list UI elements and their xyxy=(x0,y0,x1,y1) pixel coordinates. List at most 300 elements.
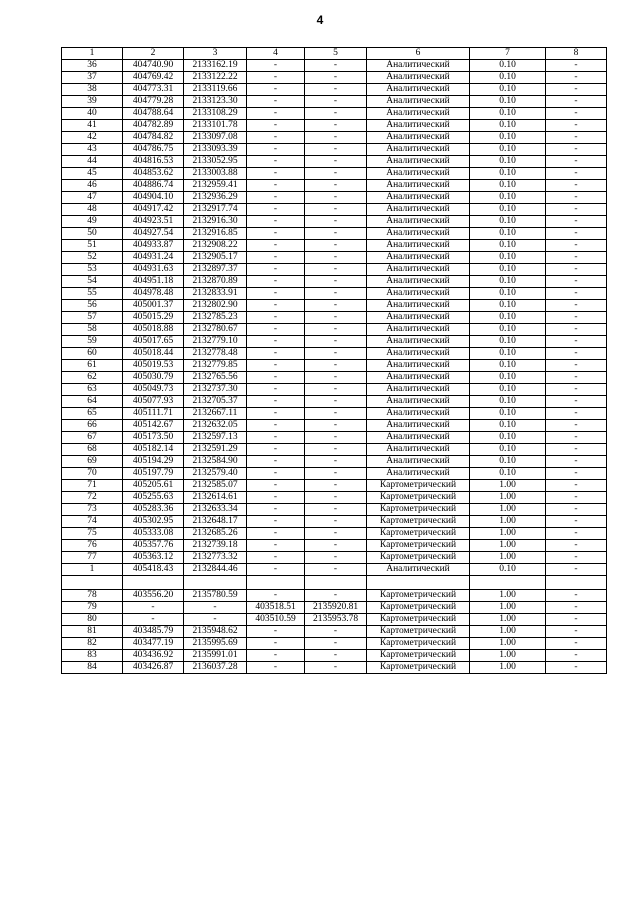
table-cell: 2132779.10 xyxy=(184,336,247,348)
table-cell: Аналитический xyxy=(367,324,470,336)
table-cell: 403518.51 xyxy=(247,602,305,614)
table-cell: Аналитический xyxy=(367,264,470,276)
table-cell: - xyxy=(546,96,607,108)
table-cell: 0.10 xyxy=(470,324,546,336)
table-cell: Аналитический xyxy=(367,444,470,456)
table-body xyxy=(62,60,607,674)
table-row xyxy=(62,408,607,420)
table-cell: Аналитический xyxy=(367,96,470,108)
table-row xyxy=(62,192,607,204)
table-cell: - xyxy=(305,300,367,312)
table-cell: - xyxy=(305,336,367,348)
table-cell: 405197.79 xyxy=(123,468,184,480)
table-cell: - xyxy=(247,516,305,528)
table-cell: 2135948.62 xyxy=(184,626,247,638)
table-cell: - xyxy=(305,432,367,444)
table-cell: - xyxy=(305,84,367,96)
table-cell: - xyxy=(247,156,305,168)
table-cell: - xyxy=(546,168,607,180)
table-cell: Картометрический xyxy=(367,492,470,504)
table-cell: 0.10 xyxy=(470,420,546,432)
table-cell: - xyxy=(305,456,367,468)
table-cell: Аналитический xyxy=(367,144,470,156)
table-cell: - xyxy=(305,564,367,576)
table-cell: 2132773.32 xyxy=(184,552,247,564)
table-cell: Аналитический xyxy=(367,108,470,120)
table-cell: - xyxy=(247,276,305,288)
table-cell: 0.10 xyxy=(470,348,546,360)
table-cell: Картометрический xyxy=(367,614,470,626)
table-cell: 2132917.74 xyxy=(184,204,247,216)
table-cell: - xyxy=(546,662,607,674)
table-cell: - xyxy=(247,168,305,180)
column-header: 5 xyxy=(305,48,367,60)
table-row xyxy=(62,96,607,108)
table-row xyxy=(62,432,607,444)
table-row xyxy=(62,156,607,168)
table-cell: 404931.24 xyxy=(123,252,184,264)
table-cell: - xyxy=(305,540,367,552)
table-row xyxy=(62,252,607,264)
table-cell: - xyxy=(546,408,607,420)
table-cell: 404773.31 xyxy=(123,84,184,96)
table-cell: 69 xyxy=(62,456,123,468)
table-cell: 404931.63 xyxy=(123,264,184,276)
table-cell: Аналитический xyxy=(367,168,470,180)
table-cell: 404904.10 xyxy=(123,192,184,204)
table-cell: - xyxy=(305,144,367,156)
table-cell: 1.00 xyxy=(470,480,546,492)
table-cell: 0.10 xyxy=(470,168,546,180)
table-cell: 0.10 xyxy=(470,264,546,276)
table-cell: 2132705.37 xyxy=(184,396,247,408)
table-cell: - xyxy=(546,336,607,348)
table-cell: Аналитический xyxy=(367,432,470,444)
table-row xyxy=(62,240,607,252)
table-cell: 79 xyxy=(62,602,123,614)
table-cell: - xyxy=(305,384,367,396)
table-row xyxy=(62,564,607,576)
table-cell xyxy=(367,576,470,590)
table-cell: 0.10 xyxy=(470,300,546,312)
table-cell: - xyxy=(546,240,607,252)
table-cell: - xyxy=(305,396,367,408)
table-cell: Аналитический xyxy=(367,396,470,408)
table-cell: Аналитический xyxy=(367,120,470,132)
table-cell: 2133052.95 xyxy=(184,156,247,168)
table-cell: 2132936.29 xyxy=(184,192,247,204)
table-cell: 63 xyxy=(62,384,123,396)
table-cell: 53 xyxy=(62,264,123,276)
table-row xyxy=(62,504,607,516)
table-cell: - xyxy=(247,384,305,396)
table-row xyxy=(62,144,607,156)
table-row xyxy=(62,576,607,590)
table-cell: 37 xyxy=(62,72,123,84)
table-cell: 403485.79 xyxy=(123,626,184,638)
table-cell: 52 xyxy=(62,252,123,264)
table-cell: 58 xyxy=(62,324,123,336)
table-cell: - xyxy=(546,528,607,540)
table-cell: 0.10 xyxy=(470,360,546,372)
table-cell: Аналитический xyxy=(367,468,470,480)
table-cell: 44 xyxy=(62,156,123,168)
table-cell: - xyxy=(247,300,305,312)
table-cell: 0.10 xyxy=(470,60,546,72)
table-cell: - xyxy=(546,602,607,614)
table-cell: 405077.93 xyxy=(123,396,184,408)
table-cell: 2132597.13 xyxy=(184,432,247,444)
table-cell: 2133003.88 xyxy=(184,168,247,180)
table-cell: - xyxy=(305,662,367,674)
table-cell: 0.10 xyxy=(470,408,546,420)
table-cell: 2132780.67 xyxy=(184,324,247,336)
table-cell: - xyxy=(546,468,607,480)
table-row xyxy=(62,638,607,650)
table-cell: - xyxy=(247,552,305,564)
table-cell: - xyxy=(305,228,367,240)
table-cell: 62 xyxy=(62,372,123,384)
table-cell: - xyxy=(546,360,607,372)
table-cell xyxy=(546,576,607,590)
table-cell: 405302.95 xyxy=(123,516,184,528)
table-row xyxy=(62,288,607,300)
table-row xyxy=(62,168,607,180)
table-row xyxy=(62,444,607,456)
table-cell: 2132633.34 xyxy=(184,504,247,516)
table-cell: 403510.59 xyxy=(247,614,305,626)
table-cell: 405173.50 xyxy=(123,432,184,444)
table-cell: - xyxy=(305,480,367,492)
table-cell: 404923.51 xyxy=(123,216,184,228)
table-cell: Аналитический xyxy=(367,384,470,396)
table-cell: - xyxy=(546,252,607,264)
table-cell: 2132614.61 xyxy=(184,492,247,504)
table-cell: 0.10 xyxy=(470,132,546,144)
table-cell: 2132765.56 xyxy=(184,372,247,384)
table-cell: 404886.74 xyxy=(123,180,184,192)
table-cell: - xyxy=(247,456,305,468)
table-cell: 64 xyxy=(62,396,123,408)
table-row xyxy=(62,650,607,662)
table-cell: - xyxy=(247,492,305,504)
table-cell: 1.00 xyxy=(470,516,546,528)
table-cell: - xyxy=(247,348,305,360)
column-header: 6 xyxy=(367,48,470,60)
table-cell: 82 xyxy=(62,638,123,650)
table-cell: - xyxy=(184,602,247,614)
table-cell: - xyxy=(546,192,607,204)
table-cell: 403426.87 xyxy=(123,662,184,674)
table-row xyxy=(62,602,607,614)
table-cell: - xyxy=(305,590,367,602)
table-cell: 2133108.29 xyxy=(184,108,247,120)
column-header: 7 xyxy=(470,48,546,60)
table-cell: - xyxy=(247,288,305,300)
table-cell: Картометрический xyxy=(367,480,470,492)
table-cell: 405205.61 xyxy=(123,480,184,492)
table-cell: - xyxy=(305,420,367,432)
table-cell: - xyxy=(247,590,305,602)
table-cell: - xyxy=(305,72,367,84)
table-cell: Аналитический xyxy=(367,300,470,312)
table-cell: 0.10 xyxy=(470,96,546,108)
table-cell: 2133122.22 xyxy=(184,72,247,84)
table-row xyxy=(62,456,607,468)
table-cell: - xyxy=(247,324,305,336)
table-cell: 55 xyxy=(62,288,123,300)
table-cell: - xyxy=(546,626,607,638)
table-cell: - xyxy=(546,288,607,300)
table-cell: 403477.19 xyxy=(123,638,184,650)
table-cell: - xyxy=(546,72,607,84)
table-cell: 1.00 xyxy=(470,504,546,516)
table-row xyxy=(62,336,607,348)
table-cell: - xyxy=(546,638,607,650)
table-row xyxy=(62,84,607,96)
table-cell: Картометрический xyxy=(367,662,470,674)
table-cell: - xyxy=(247,216,305,228)
table-cell: - xyxy=(305,120,367,132)
table-cell: Аналитический xyxy=(367,60,470,72)
table-cell: 71 xyxy=(62,480,123,492)
table-cell: - xyxy=(546,84,607,96)
table-cell: - xyxy=(305,204,367,216)
table-cell xyxy=(123,576,184,590)
table-cell: 60 xyxy=(62,348,123,360)
table-row xyxy=(62,204,607,216)
table-cell: 405018.88 xyxy=(123,324,184,336)
table-cell: - xyxy=(546,60,607,72)
table-cell: - xyxy=(247,180,305,192)
table-cell: 404933.87 xyxy=(123,240,184,252)
table-cell: Аналитический xyxy=(367,240,470,252)
table-cell: - xyxy=(247,360,305,372)
table-cell: 404784.82 xyxy=(123,132,184,144)
table-cell: - xyxy=(305,216,367,228)
table-cell: 83 xyxy=(62,650,123,662)
table-cell: 66 xyxy=(62,420,123,432)
table-cell: - xyxy=(247,662,305,674)
table-cell: - xyxy=(305,288,367,300)
table-cell xyxy=(305,576,367,590)
table-cell: 41 xyxy=(62,120,123,132)
table-cell: 77 xyxy=(62,552,123,564)
table-cell: 0.10 xyxy=(470,432,546,444)
table-row xyxy=(62,300,607,312)
table-cell: - xyxy=(546,384,607,396)
table-cell: Аналитический xyxy=(367,204,470,216)
table-cell: 2132779.85 xyxy=(184,360,247,372)
table-cell: 1.00 xyxy=(470,602,546,614)
table-cell: - xyxy=(247,408,305,420)
table-cell: 2132778.48 xyxy=(184,348,247,360)
table-cell: - xyxy=(305,276,367,288)
table-cell: 80 xyxy=(62,614,123,626)
table-cell: - xyxy=(305,240,367,252)
table-row xyxy=(62,120,607,132)
table-cell: 404769.42 xyxy=(123,72,184,84)
table-row xyxy=(62,516,607,528)
table-cell: - xyxy=(247,132,305,144)
table-cell: - xyxy=(305,650,367,662)
table-cell: 404786.75 xyxy=(123,144,184,156)
table-cell: 40 xyxy=(62,108,123,120)
table-cell: 1.00 xyxy=(470,552,546,564)
table-cell: 0.10 xyxy=(470,240,546,252)
table-cell: 81 xyxy=(62,626,123,638)
table-cell: 36 xyxy=(62,60,123,72)
table-cell: 0.10 xyxy=(470,456,546,468)
table-cell: 47 xyxy=(62,192,123,204)
table-cell: 405182.14 xyxy=(123,444,184,456)
table-cell: 404978.48 xyxy=(123,288,184,300)
table-cell: 405142.67 xyxy=(123,420,184,432)
table-cell: 0.10 xyxy=(470,156,546,168)
table-cell: 404779.28 xyxy=(123,96,184,108)
table-cell: 1.00 xyxy=(470,528,546,540)
table-cell: 404782.89 xyxy=(123,120,184,132)
table-cell: 2132739.18 xyxy=(184,540,247,552)
table-cell: 2133119.66 xyxy=(184,84,247,96)
table-cell: 2132632.05 xyxy=(184,420,247,432)
table-row xyxy=(62,420,607,432)
table-cell: 2132648.17 xyxy=(184,516,247,528)
table-cell: 0.10 xyxy=(470,312,546,324)
table-cell: - xyxy=(546,276,607,288)
table-cell: - xyxy=(546,432,607,444)
column-header: 8 xyxy=(546,48,607,60)
table-row xyxy=(62,180,607,192)
table-cell: - xyxy=(546,492,607,504)
table-cell: 405111.71 xyxy=(123,408,184,420)
table-cell: 48 xyxy=(62,204,123,216)
table-cell: 0.10 xyxy=(470,228,546,240)
table-cell: Аналитический xyxy=(367,132,470,144)
table-cell: 2135991.01 xyxy=(184,650,247,662)
table-cell: - xyxy=(546,312,607,324)
table-cell: 0.10 xyxy=(470,372,546,384)
table-row xyxy=(62,552,607,564)
table-cell: - xyxy=(247,60,305,72)
table-cell: - xyxy=(546,216,607,228)
table-row xyxy=(62,492,607,504)
table-cell: 2132579.40 xyxy=(184,468,247,480)
table-cell: 0.10 xyxy=(470,384,546,396)
table-cell: 2132870.89 xyxy=(184,276,247,288)
table-cell: - xyxy=(247,204,305,216)
table-cell: 61 xyxy=(62,360,123,372)
table-row xyxy=(62,216,607,228)
table-cell: 2132737.30 xyxy=(184,384,247,396)
table-cell: Аналитический xyxy=(367,228,470,240)
table-cell: 2133093.39 xyxy=(184,144,247,156)
table-row xyxy=(62,384,607,396)
table-cell: 0.10 xyxy=(470,192,546,204)
table-cell: 2135953.78 xyxy=(305,614,367,626)
table-cell: 2132584.90 xyxy=(184,456,247,468)
table-cell: Аналитический xyxy=(367,192,470,204)
table-cell: 0.10 xyxy=(470,216,546,228)
table-cell: 2132959.41 xyxy=(184,180,247,192)
table-cell: - xyxy=(546,132,607,144)
table-row xyxy=(62,72,607,84)
table-cell: 1.00 xyxy=(470,650,546,662)
table-cell: 403556.20 xyxy=(123,590,184,602)
table-cell: - xyxy=(305,192,367,204)
table-cell: Аналитический xyxy=(367,180,470,192)
table-cell: - xyxy=(546,552,607,564)
table-cell: 0.10 xyxy=(470,288,546,300)
table-cell: Аналитический xyxy=(367,288,470,300)
table-cell: 1.00 xyxy=(470,614,546,626)
table-cell: - xyxy=(305,348,367,360)
table-cell: - xyxy=(247,228,305,240)
coordinates-table xyxy=(61,47,607,674)
table-row xyxy=(62,360,607,372)
table-cell: 405049.73 xyxy=(123,384,184,396)
table-cell: - xyxy=(305,516,367,528)
table-cell: - xyxy=(546,324,607,336)
table-cell: - xyxy=(305,156,367,168)
table-cell: - xyxy=(546,120,607,132)
table-cell: 2132591.29 xyxy=(184,444,247,456)
table-row xyxy=(62,276,607,288)
table-cell: 404927.54 xyxy=(123,228,184,240)
table-cell: 78 xyxy=(62,590,123,602)
table-row xyxy=(62,228,607,240)
table-cell: 0.10 xyxy=(470,84,546,96)
table-cell: 38 xyxy=(62,84,123,96)
table-cell: Аналитический xyxy=(367,348,470,360)
table-cell: 75 xyxy=(62,528,123,540)
table-cell: - xyxy=(305,180,367,192)
table-cell: - xyxy=(247,72,305,84)
table-cell: 2132833.91 xyxy=(184,288,247,300)
table-row xyxy=(62,60,607,72)
table-cell: - xyxy=(546,300,607,312)
table-cell: 404917.42 xyxy=(123,204,184,216)
table-row xyxy=(62,468,607,480)
table-cell: 2132916.30 xyxy=(184,216,247,228)
table-cell: 0.10 xyxy=(470,444,546,456)
table-cell: 0.10 xyxy=(470,468,546,480)
table-cell: - xyxy=(546,614,607,626)
table-row xyxy=(62,324,607,336)
table-cell: - xyxy=(546,504,607,516)
table-cell: 46 xyxy=(62,180,123,192)
table-cell: - xyxy=(247,564,305,576)
table-cell: - xyxy=(247,540,305,552)
table-cell: Аналитический xyxy=(367,420,470,432)
table-cell: 54 xyxy=(62,276,123,288)
table-cell: - xyxy=(546,590,607,602)
column-header: 3 xyxy=(184,48,247,60)
table-cell: 0.10 xyxy=(470,72,546,84)
table-cell: - xyxy=(546,516,607,528)
table-cell: Аналитический xyxy=(367,360,470,372)
table-cell: - xyxy=(247,626,305,638)
page-number: 4 xyxy=(316,13,324,27)
table-cell: 405019.53 xyxy=(123,360,184,372)
table-cell: - xyxy=(184,614,247,626)
table-cell: 2132585.07 xyxy=(184,480,247,492)
table-row xyxy=(62,590,607,602)
table-cell: - xyxy=(247,120,305,132)
table-cell: 56 xyxy=(62,300,123,312)
table-cell: 1.00 xyxy=(470,492,546,504)
table-cell: 2136037.28 xyxy=(184,662,247,674)
